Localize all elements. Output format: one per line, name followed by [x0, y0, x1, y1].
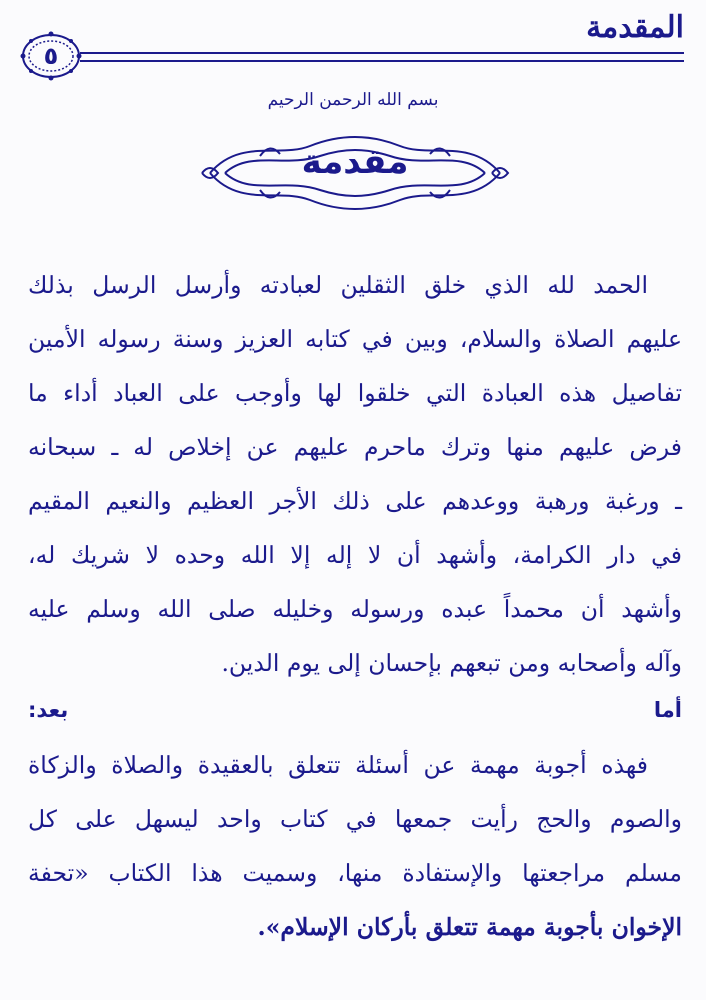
text-line: الإخوان بأجوبة مهمة تتعلق بأركان الإسلام». — [257, 913, 682, 941]
text-line: وأشهد أن محمداً عبده ورسوله وخليله صلى الله وسلم عليه — [28, 595, 682, 623]
page-number: ٥ — [43, 42, 59, 70]
header-rule — [80, 52, 684, 62]
text-line: تفاصيل هذه العبادة التي خلقوا لها وأوجب على العباد أداء ما — [28, 379, 682, 407]
text-line: مسلم مراجعتها والإستفادة منها، وسميت هذا الكتاب «تحفة — [28, 859, 682, 887]
basmala: بسم الله الرحمن الرحيم — [267, 90, 439, 110]
purpose-paragraph — [0, 738, 706, 954]
text-line: ـ ورغبة ورهبة ووعدهم على ذلك الأجر العظيم والنعيم المقيم — [28, 487, 682, 515]
text-line: وآله وأصحابه ومن تبعهم بإحسان إلى يوم الدين. — [221, 649, 682, 677]
page-number-badge — [18, 30, 84, 82]
text-line: فرض عليهم منها وترك ماحرم عليهم عن إخلاص له ـ سبحانه — [28, 433, 682, 461]
subheading-block — [0, 690, 706, 730]
intro-paragraph — [0, 258, 706, 690]
text-line: والصوم والحج رأيت جمعها في كتاب واحد ليسهل على كل — [28, 805, 682, 833]
text-line: الحمد لله الذي خلق الثقلين لعبادته وأرسل الرسل بذلك — [28, 271, 648, 299]
text-line: عليهم الصلاة والسلام، وبين في كتابه العزيز وسنة رسوله الأمين — [28, 325, 682, 353]
running-title: المقدمة — [586, 10, 684, 45]
subheading: أما بعد: — [28, 698, 682, 722]
text-line: فهذه أجوبة مهمة عن أسئلة تتعلق بالعقيدة والصلاة والزكاة — [28, 751, 648, 779]
text-line: في دار الكرامة، وأشهد أن لا إله إلا الله وحده لا شريك له، — [28, 541, 682, 569]
chapter-title: مقدمة — [301, 142, 409, 182]
